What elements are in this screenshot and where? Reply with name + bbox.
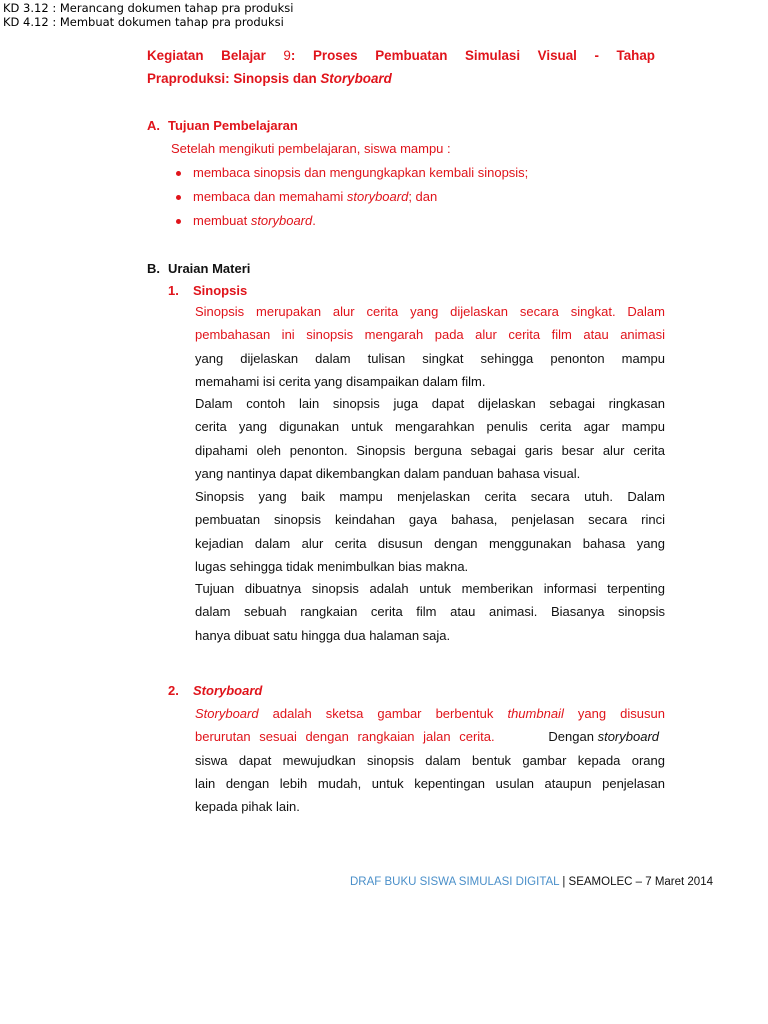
subsection-1-heading: Sinopsis <box>193 283 248 298</box>
text-line: siswa dapat mewujudkan sinopsis dalam bentuk gambar kepada orang <box>195 753 665 768</box>
text-line: Storyboard adalah sketsa gambar berbentuk thumbnail yang disusun <box>195 706 665 721</box>
text-line: Dalam contoh lain sinopsis juga dapat dijelaskan sebagai ringkasan <box>195 396 665 411</box>
text-line: dipahami oleh penonton. Sinopsis berguna sebagai garis besar alur cerita <box>195 443 665 458</box>
subsection-2-heading: Storyboard <box>193 683 263 698</box>
page-footer <box>350 876 713 888</box>
bullet-icon <box>176 171 181 176</box>
text-line: yang nantinya dapat dikembangkan dalam panduan bahasa visual. <box>195 466 581 481</box>
section-b-heading: Uraian Materi <box>168 261 251 276</box>
objective-item-1: membaca sinopsis dan mengungkapkan kembali sinopsis; <box>193 165 529 180</box>
subsection-2-number: 2. <box>168 683 179 698</box>
kd-4-12-label: KD 4.12 : Membuat dokumen tahap pra produksi <box>3 15 284 29</box>
text-line: kejadian dalam alur cerita disusun dengan menggunakan bahasa yang <box>195 536 665 551</box>
subsection-1-number: 1. <box>168 283 179 298</box>
text-line: cerita yang digunakan untuk mengarahkan penulis cerita agar mampu <box>195 419 665 434</box>
text-line: hanya dibuat satu hingga dua halaman saja. <box>195 628 451 643</box>
title-word: Simulasi <box>464 48 521 63</box>
title-number: 9: <box>283 48 296 63</box>
title-word: Pembuatan <box>375 48 448 63</box>
footer-publisher-date: SEAMOLEC – 7 Maret 2014 <box>568 876 713 888</box>
section-b-marker: B. <box>147 261 160 276</box>
objective-item-2: membaca dan memahami storyboard; dan <box>193 189 438 204</box>
text-line: pembahasan ini sinopsis mengarah pada alur cerita film atau animasi <box>195 327 665 342</box>
objectives-intro: Setelah mengikuti pembelajaran, siswa mampu : <box>171 141 451 156</box>
bullet-icon <box>176 195 181 200</box>
text-line: dalam sebuah rangkaian cerita film atau animasi. Biasanya sinopsis <box>195 604 665 619</box>
activity-title <box>147 48 655 63</box>
title-word: Tahap <box>616 48 655 63</box>
title-word: Belajar <box>221 48 266 63</box>
text-line: memahami isi cerita yang disampaikan dalam film. <box>195 374 486 389</box>
text-line: lugas sehingga tidak menimbulkan bias makna. <box>195 559 469 574</box>
section-a-heading: Tujuan Pembelajaran <box>168 118 298 133</box>
text-line: Tujuan dibuatnya sinopsis adalah untuk memberikan informasi terpenting <box>195 581 665 596</box>
activity-title-line2: Praproduksi: Sinopsis dan Storyboard <box>147 71 392 86</box>
text-line: yang dijelaskan dalam tulisan singkat sehingga penonton mampu <box>195 351 665 366</box>
footer-book-title: DRAF BUKU SISWA SIMULASI DIGITAL <box>349 876 560 888</box>
kd-3-12-label: KD 3.12 : Merancang dokumen tahap pra produksi <box>3 1 294 15</box>
text-line: lain dengan lebih mudah, untuk kepentingan usulan ataupun penjelasan <box>195 776 665 791</box>
title-word: Proses <box>312 48 358 63</box>
text-line: Sinopsis yang baik mampu menjelaskan cerita secara utuh. Dalam <box>195 489 665 504</box>
text-line: berurutan sesuai dengan rangkaian jalan cerita. Dengan storyboard <box>195 729 659 744</box>
text-line: kepada pihak lain. <box>195 799 300 814</box>
bullet-icon <box>176 219 181 224</box>
title-word: - <box>594 48 599 63</box>
text-line: pembuatan sinopsis keindahan gaya bahasa, penjelasan secara rinci <box>195 512 665 527</box>
objective-item-3: membuat storyboard. <box>193 213 316 228</box>
text-line: Sinopsis merupakan alur cerita yang dijelaskan secara singkat. Dalam <box>195 304 665 319</box>
section-a-marker: A. <box>147 118 160 133</box>
title-word: Kegiatan <box>147 48 204 63</box>
footer-separator: | <box>559 876 569 888</box>
title-word: Visual <box>537 48 577 63</box>
